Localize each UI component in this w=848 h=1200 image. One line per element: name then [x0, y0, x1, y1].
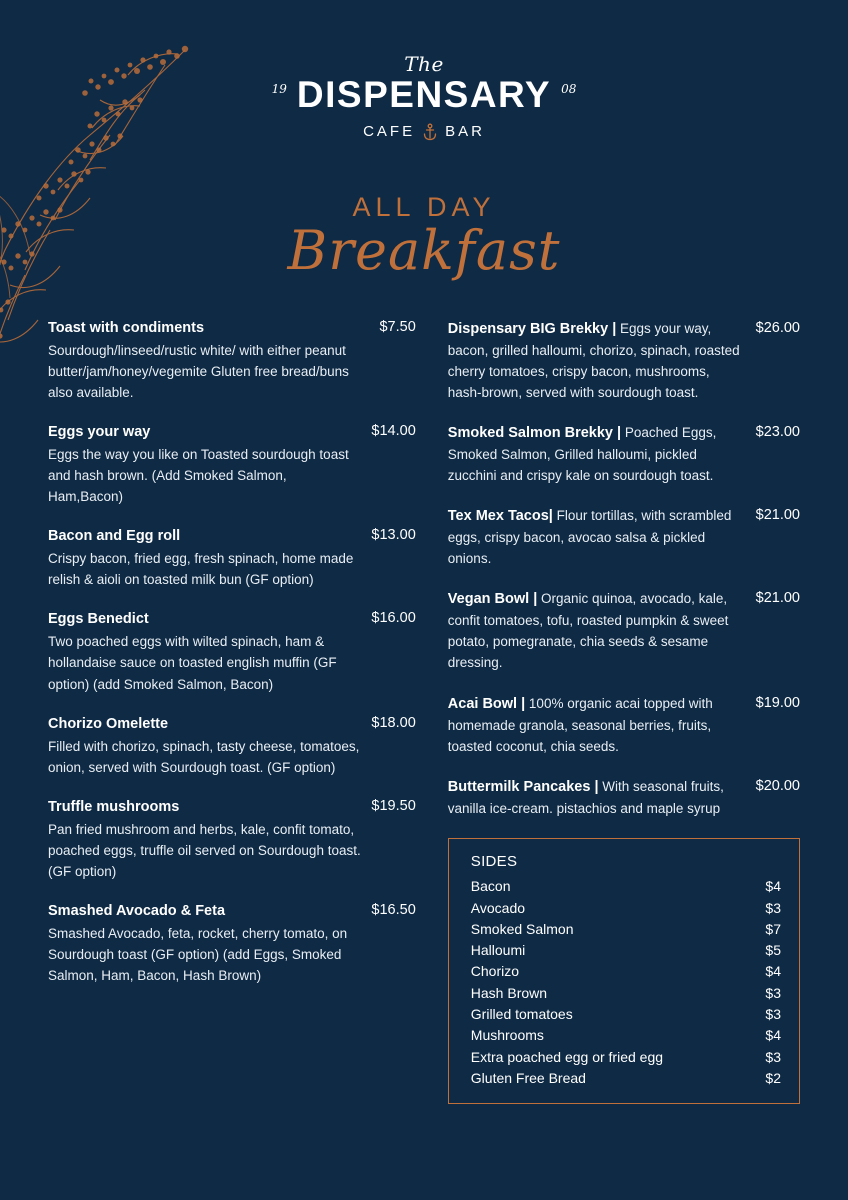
sides-item-price: $5	[765, 942, 781, 959]
sides-item-price: $3	[765, 1048, 781, 1065]
menu-item-name: Smoked Salmon Brekky |	[447, 425, 622, 442]
sides-item-price: $4	[765, 1027, 781, 1044]
menu-item-name: Eggs Benedict	[48, 611, 149, 628]
brand-main	[0, 74, 848, 116]
menu-item	[448, 588, 800, 673]
menu-item-text	[448, 588, 756, 673]
sides-item-price: $2	[765, 1069, 781, 1086]
menu-item-desc: Poached Eggs, Smoked Salmon, Grilled halloumi, pickled zucchini and crispy kale on sourdough toast.	[447, 425, 717, 484]
menu-item-name: Vegan Bowl |	[447, 591, 538, 608]
sides-row	[471, 1003, 781, 1024]
menu-item	[448, 776, 800, 819]
menu-item-text	[448, 422, 756, 486]
menu-item-name: Tex Mex Tacos|	[447, 508, 553, 525]
brand-the: The	[404, 52, 444, 76]
menu-item-desc: Filled with chorizo, spinach, tasty cheese, tomatoes, onion, served with Sourdough toast. (GF option)	[48, 738, 360, 775]
brand-subtitle	[0, 122, 848, 140]
sides-box	[448, 838, 800, 1104]
menu-item-name: Smashed Avocado & Feta	[48, 902, 226, 919]
menu-columns	[0, 318, 848, 1104]
menu-item-text	[48, 609, 371, 694]
sides-row	[471, 876, 781, 897]
menu-item-price: $21.00	[755, 590, 800, 607]
menu-item-price: $18.00	[371, 714, 416, 731]
menu-item	[48, 609, 416, 694]
menu-item-price: $21.00	[755, 507, 800, 524]
menu-item-name: Dispensary BIG Brekky |	[447, 321, 617, 337]
menu-item-price: $16.00	[371, 610, 416, 627]
menu-item-price: $13.00	[371, 527, 416, 544]
menu-item-price: $16.50	[371, 901, 416, 918]
sides-row	[471, 940, 781, 961]
menu-item	[448, 693, 800, 757]
sides-item-price: $3	[765, 899, 781, 916]
menu-item-name: Acai Bowl |	[447, 695, 526, 712]
menu-item-text	[48, 318, 379, 403]
sides-item-price: $4	[765, 963, 781, 980]
title-breakfast: Breakfast	[287, 219, 561, 282]
menu-item-desc: Crispy bacon, fried egg, fresh spinach, home made relish & aioli on toasted milk bun (GF option)	[48, 551, 354, 588]
sides-item-name: Chorizo	[470, 963, 520, 980]
sides-item-name: Gluten Free Bread	[470, 1069, 586, 1086]
sides-row	[471, 982, 781, 1003]
menu-item-name: Buttermilk Pancakes |	[447, 778, 599, 795]
sides-item-name: Mushrooms	[470, 1027, 544, 1044]
menu-column-left	[48, 318, 428, 1104]
menu-item-price: $20.00	[755, 777, 800, 794]
menu-item	[448, 505, 800, 569]
sides-item-name: Halloumi	[470, 942, 526, 959]
anchor-icon	[422, 123, 438, 141]
brand-year-right: 08	[561, 82, 577, 96]
menu-item-name: Toast with condiments	[48, 320, 205, 336]
menu-item-desc: Eggs your way, bacon, grilled halloumi, chorizo, spinach, roasted cherry tomatoes, crispy bacon, mushrooms, hash-brown, served with sourdough toast.	[447, 321, 740, 401]
menu-item	[448, 422, 800, 486]
menu-item-desc: With seasonal fruits, vanilla ice-cream. pistachios and maple syrup	[447, 778, 724, 816]
menu-item-name: Chorizo Omelette	[48, 715, 169, 732]
menu-item-name: Bacon and Egg roll	[48, 528, 181, 545]
menu-item	[448, 318, 800, 403]
sides-item-price: $3	[765, 984, 781, 1001]
brand-header	[0, 52, 848, 140]
brand-sub-right: BAR	[445, 122, 485, 140]
menu-item	[48, 318, 416, 403]
sides-item-name: Smoked Salmon	[470, 920, 574, 937]
menu-item-name: Truffle mushrooms	[48, 798, 180, 815]
menu-item-text	[48, 797, 371, 882]
sides-item-name: Extra poached egg or fried egg	[470, 1048, 664, 1065]
menu-item	[48, 797, 416, 882]
brand-name: DISPENSARY	[296, 74, 552, 115]
menu-item-desc: Organic quinoa, avocado, kale, confit tomatoes, tofu, roasted pumpkin & sweet potato, pomegranate, chia seeds & sesame dressing.	[447, 591, 729, 671]
section-title	[0, 192, 848, 282]
menu-item-text	[448, 505, 756, 569]
menu-item-price: $19.00	[755, 694, 800, 711]
sides-title: SIDES	[470, 852, 518, 870]
menu-item-text	[448, 693, 756, 757]
menu-item-name: Eggs your way	[48, 424, 151, 441]
menu-item-desc: Eggs the way you like on Toasted sourdough toast and hash brown. (Add Smoked Salmon, Ham,Bacon)	[48, 447, 349, 505]
menu-item-desc: Sourdough/linseed/rustic white/ with either peanut butter/jam/honey/vegemite Gluten free bread/buns also available.	[48, 343, 349, 401]
menu-item-desc: Two poached eggs with wilted spinach, ham & hollandaise sauce on toasted english muffin (GF option) (add Smoked Salmon, Bacon)	[48, 634, 337, 692]
menu-item-text	[48, 526, 371, 590]
sides-item-price: $3	[765, 1005, 781, 1022]
menu-item	[48, 422, 416, 507]
sides-item-name: Bacon	[470, 878, 511, 895]
brand-sub-left: CAFE	[363, 122, 416, 140]
menu-item-desc: 100% organic acai topped with homemade granola, seasonal berries, fruits, toasted coconut, chia seeds.	[447, 695, 713, 754]
menu-item	[48, 714, 416, 778]
sides-item-name: Hash Brown	[470, 984, 548, 1001]
menu-item-text	[48, 422, 371, 507]
menu-item-text	[48, 714, 371, 778]
menu-item-text	[448, 776, 756, 819]
brand-year-left: 19	[271, 82, 287, 96]
menu-item-desc: Smashed Avocado, feta, rocket, cherry tomato, on Sourdough toast (GF option) (add Eggs, Smoked Salmon, Ham, Bacon, Hash Brown)	[48, 925, 348, 983]
sides-item-price: $4	[765, 878, 781, 895]
sides-row	[471, 918, 781, 939]
menu-column-right	[448, 318, 800, 1104]
menu-item-text	[48, 901, 371, 986]
menu-item-price: $26.00	[755, 320, 800, 336]
sides-row	[471, 1046, 781, 1067]
sides-row	[471, 1025, 781, 1046]
menu-item	[48, 901, 416, 986]
menu-item	[48, 526, 416, 590]
menu-item-price: $7.50	[379, 319, 416, 335]
menu-item-price: $23.00	[755, 424, 800, 441]
menu-item-price: $14.00	[371, 423, 416, 440]
sides-row	[471, 961, 781, 982]
menu-item-text	[448, 318, 756, 403]
sides-item-name: Avocado	[470, 899, 526, 916]
sides-row	[471, 1067, 781, 1088]
menu-item-desc: Flour tortillas, with scrambled eggs, crispy bacon, avocao salsa & pickled onions.	[447, 508, 732, 567]
sides-item-name: Grilled tomatoes	[470, 1005, 573, 1022]
menu-item-price: $19.50	[371, 797, 416, 814]
menu-item-desc: Pan fried mushroom and herbs, kale, confit tomato, poached eggs, truffle oil served on Sourdough toast. (GF option)	[48, 821, 361, 879]
sides-item-price: $7	[765, 920, 781, 937]
sides-row	[471, 897, 781, 918]
title-all-day: ALL DAY	[352, 192, 496, 222]
